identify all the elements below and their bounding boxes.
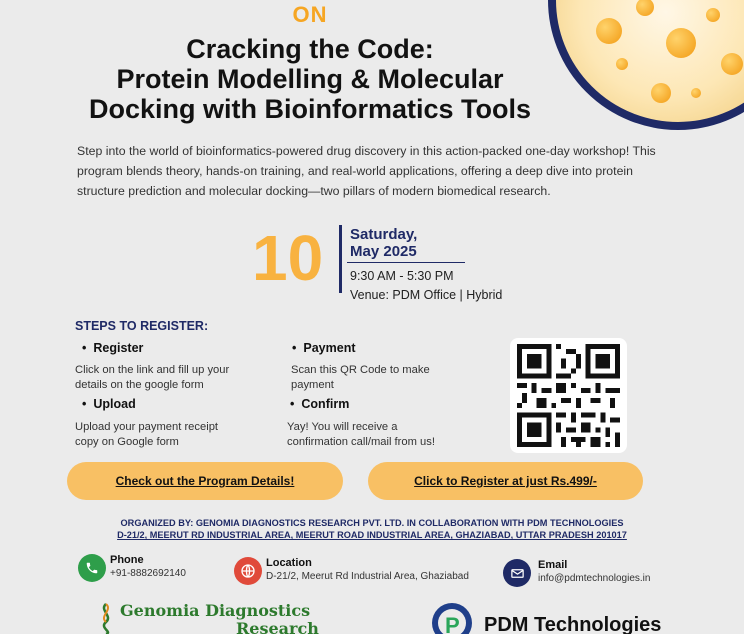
step-title: Upload: [93, 397, 136, 411]
step-upload: [82, 397, 136, 411]
step-desc-line: Yay! You will receive a: [287, 421, 398, 433]
register-button[interactable]: Click to Register at just Rs.499/-: [368, 462, 643, 500]
step-description: [291, 363, 430, 393]
email-value[interactable]: info@pdmtechnologies.in: [538, 573, 651, 584]
title-line: Docking with Bioinformatics Tools: [88, 94, 532, 124]
on-label: ON: [292, 2, 328, 27]
event-time: 9:30 AM - 5:30 PM: [350, 269, 454, 283]
step-description: [75, 420, 218, 450]
event-month-year: May 2025: [350, 243, 417, 260]
date-underline: [347, 262, 465, 263]
step-desc-line: Scan this QR Code to make: [291, 364, 430, 376]
globe-icon: [234, 557, 262, 585]
step-description: [75, 363, 229, 393]
genomia-logo-line: Research: [236, 619, 319, 634]
title-line: Cracking the Code:: [186, 34, 434, 64]
phone-value[interactable]: +91-8882692140: [110, 568, 186, 579]
event-weekday: Saturday,: [350, 226, 418, 243]
intro-paragraph: Step into the world of bioinformatics-powered drug discovery in this action-packed one-day workshop! This program blends theory, hands-on training, and real-world applications, offering a deep dive into protein structure prediction and molecular docking—two pillars of modern biomedical research.: [77, 144, 656, 198]
title-line: Protein Modelling & Molecular: [116, 64, 504, 94]
svg-text:P: P: [445, 613, 460, 634]
organizer-line: ORGANIZED BY: GENOMIA DIAGNOSTICS RESEARCH PVT. LTD. IN COLLABORATION WITH PDM TECHNOLOGIES: [120, 518, 624, 528]
organizer-address: D-21/2, MEERUT RD INDUSTRIAL AREA, MEERUT ROAD INDUSTRIAL AREA, GHAZIABAD, UTTAR PRADESH 201017: [117, 530, 627, 540]
step-confirm: [290, 397, 349, 411]
page-title: [0, 34, 620, 124]
phone-label: Phone: [110, 554, 144, 566]
step-register: [82, 341, 143, 355]
date-divider: [339, 225, 342, 293]
qr-code-icon: [516, 344, 621, 447]
step-desc-line: confirmation call/mail from us!: [287, 436, 435, 448]
payment-qr-code[interactable]: [510, 338, 627, 453]
step-desc-line: payment: [291, 379, 334, 391]
bullet-icon: •: [292, 341, 297, 355]
step-title: Payment: [303, 341, 356, 355]
location-label: Location: [266, 557, 312, 569]
event-date: [350, 226, 417, 260]
phone-icon: [78, 554, 106, 582]
email-label: Email: [538, 559, 568, 571]
location-value: D-21/2, Meerut Rd Industrial Area, Ghaziabad: [266, 571, 469, 582]
step-desc-line: Upload your payment receipt: [75, 421, 219, 433]
step-desc-line: Click on the link and fill up your: [75, 364, 230, 376]
mail-icon: [503, 559, 531, 587]
steps-heading: STEPS TO REGISTER:: [75, 319, 209, 333]
step-description: [287, 420, 435, 450]
pdm-logo: PDM Technologies: [484, 614, 662, 634]
event-day-number: 10: [252, 222, 324, 294]
step-title: Confirm: [301, 397, 350, 411]
genomia-logo: [120, 602, 319, 634]
bullet-icon: •: [82, 341, 87, 355]
bullet-icon: •: [290, 397, 295, 411]
step-payment: [292, 341, 356, 355]
step-desc-line: details on the google form: [75, 379, 204, 391]
genomia-logo-line: Genomia Diagnostics: [120, 601, 311, 620]
event-venue: Venue: PDM Office | Hybrid: [350, 288, 503, 302]
step-desc-line: copy on Google form: [75, 436, 179, 448]
genomia-logo-icon: [95, 602, 117, 634]
pdm-logo-icon: [430, 601, 474, 634]
bullet-icon: •: [82, 397, 87, 411]
program-details-button[interactable]: Check out the Program Details!: [67, 462, 343, 500]
step-title: Register: [93, 341, 144, 355]
